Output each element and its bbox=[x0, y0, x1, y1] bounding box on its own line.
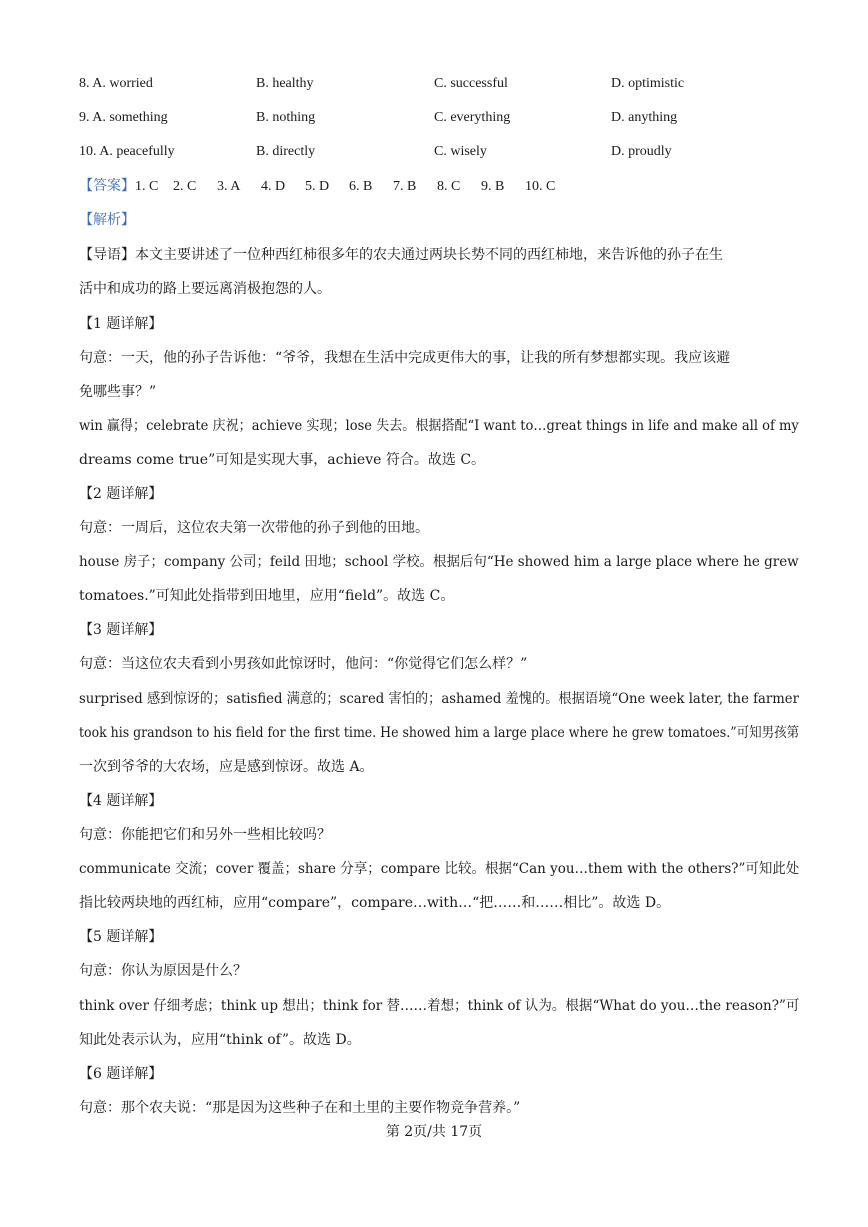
answer-item: 9. B bbox=[481, 179, 505, 194]
q2-line: tomatoes.”可知此处指带到田地里，应用“field”。故选 C。 bbox=[79, 588, 455, 604]
option-b: B. directly bbox=[256, 144, 316, 159]
q2-line: house 房子；company 公司；feild 田地；school 学校。根据后句“He showed him a large place where he grew bbox=[79, 554, 799, 570]
q1-heading: 【1 题详解】 bbox=[79, 316, 163, 332]
option-d: D. proudly bbox=[611, 144, 672, 159]
option-d: D. anything bbox=[611, 110, 678, 125]
q2-heading: 【2 题详解】 bbox=[79, 486, 163, 502]
option-row-8 bbox=[79, 72, 799, 96]
answer-label: 【答案】 bbox=[79, 178, 135, 194]
q2-line: 句意：一周后，这位农夫第一次带他的孙子到他的田地。 bbox=[79, 520, 429, 536]
intro-line: 【导语】本文主要讲述了一位种西红柿很多年的农夫通过两块长势不同的西红柿地，来告诉他的孙子在生 bbox=[79, 247, 723, 263]
q5-line: 知此处表示认为，应用“think of”。故选 D。 bbox=[79, 1032, 361, 1048]
q1-line: 免哪些事？” bbox=[79, 384, 157, 400]
q5-line: 句意：你认为原因是什么？ bbox=[79, 963, 247, 979]
q4-line: 指比较两块地的西红柿，应用“compare”，compare…with…“把……和……相比”。故选 D。 bbox=[79, 895, 671, 911]
answer-item: 7. B bbox=[393, 179, 417, 194]
q3-line: 一次到爷爷的大农场，应是感到惊讶。故选 A。 bbox=[79, 759, 374, 775]
option-c: C. wisely bbox=[434, 144, 487, 159]
q3-line: 句意：当这位农夫看到小男孩如此惊讶时，他问：“你觉得它们怎么样？” bbox=[79, 656, 528, 672]
answer-item: 4. D bbox=[261, 179, 286, 194]
page-footer: 第 2页/共 17页 bbox=[385, 1124, 483, 1140]
answer-item: 2. C bbox=[173, 179, 197, 194]
q1-line: win 赢得；celebrate 庆祝；achieve 实现；lose 失去。根据搭配“I want to…great things in life and make all of my bbox=[79, 418, 799, 434]
q3-line: took his grandson to his field for the first time. He showed him a large place where he grew tomatoes.”可知男孩第 bbox=[79, 725, 800, 741]
option-a: 9. A. something bbox=[79, 110, 168, 125]
option-row-10 bbox=[79, 140, 799, 164]
q3-heading: 【3 题详解】 bbox=[79, 622, 163, 638]
answer-item: 5. D bbox=[305, 179, 330, 194]
option-c: C. successful bbox=[434, 76, 508, 91]
option-c: C. everything bbox=[434, 110, 511, 125]
answer-item: 3. A bbox=[217, 179, 241, 194]
answer-item: 10. C bbox=[525, 179, 556, 194]
q6-heading: 【6 题详解】 bbox=[79, 1066, 163, 1082]
answer-line bbox=[79, 174, 799, 199]
analysis-label: 【解析】 bbox=[79, 212, 135, 228]
intro-line: 活中和成功的路上要远离消极抱怨的人。 bbox=[79, 281, 331, 297]
answer-item: 1. C bbox=[135, 179, 159, 194]
q1-line: 句意：一天，他的孙子告诉他：“爷爷，我想在生活中完成更伟大的事，让我的所有梦想都实现。我应该避 bbox=[79, 350, 731, 366]
option-a: 10. A. peacefully bbox=[79, 144, 175, 159]
q5-heading: 【5 题详解】 bbox=[79, 929, 163, 945]
answer-item: 6. B bbox=[349, 179, 373, 194]
option-row-9 bbox=[79, 106, 799, 130]
q3-line: surprised 感到惊讶的；satisfied 满意的；scared 害怕的；ashamed 羞愧的。根据语境“One week later, the farmer bbox=[79, 691, 799, 707]
option-d: D. optimistic bbox=[611, 76, 685, 91]
q4-line: communicate 交流；cover 覆盖；share 分享；compare 比较。根据“Can you…them with the others?”可知此处 bbox=[79, 861, 800, 877]
q4-heading: 【4 题详解】 bbox=[79, 793, 163, 809]
answer-item: 8. C bbox=[437, 179, 461, 194]
option-b: B. nothing bbox=[256, 110, 316, 125]
q5-line: think over 仔细考虑；think up 想出；think for 替……着想；think of 认为。根据“What do you…the reason?”可 bbox=[79, 998, 800, 1014]
option-a: 8. A. worried bbox=[79, 76, 153, 91]
q1-line: dreams come true”可知是实现大事，achieve 符合。故选 C。 bbox=[79, 452, 486, 468]
option-b: B. healthy bbox=[256, 76, 314, 91]
q4-line: 句意：你能把它们和另外一些相比较吗？ bbox=[79, 827, 331, 843]
q6-line: 句意：那个农夫说：“那是因为这些种子在和土里的主要作物竞争营养。” bbox=[79, 1100, 521, 1116]
